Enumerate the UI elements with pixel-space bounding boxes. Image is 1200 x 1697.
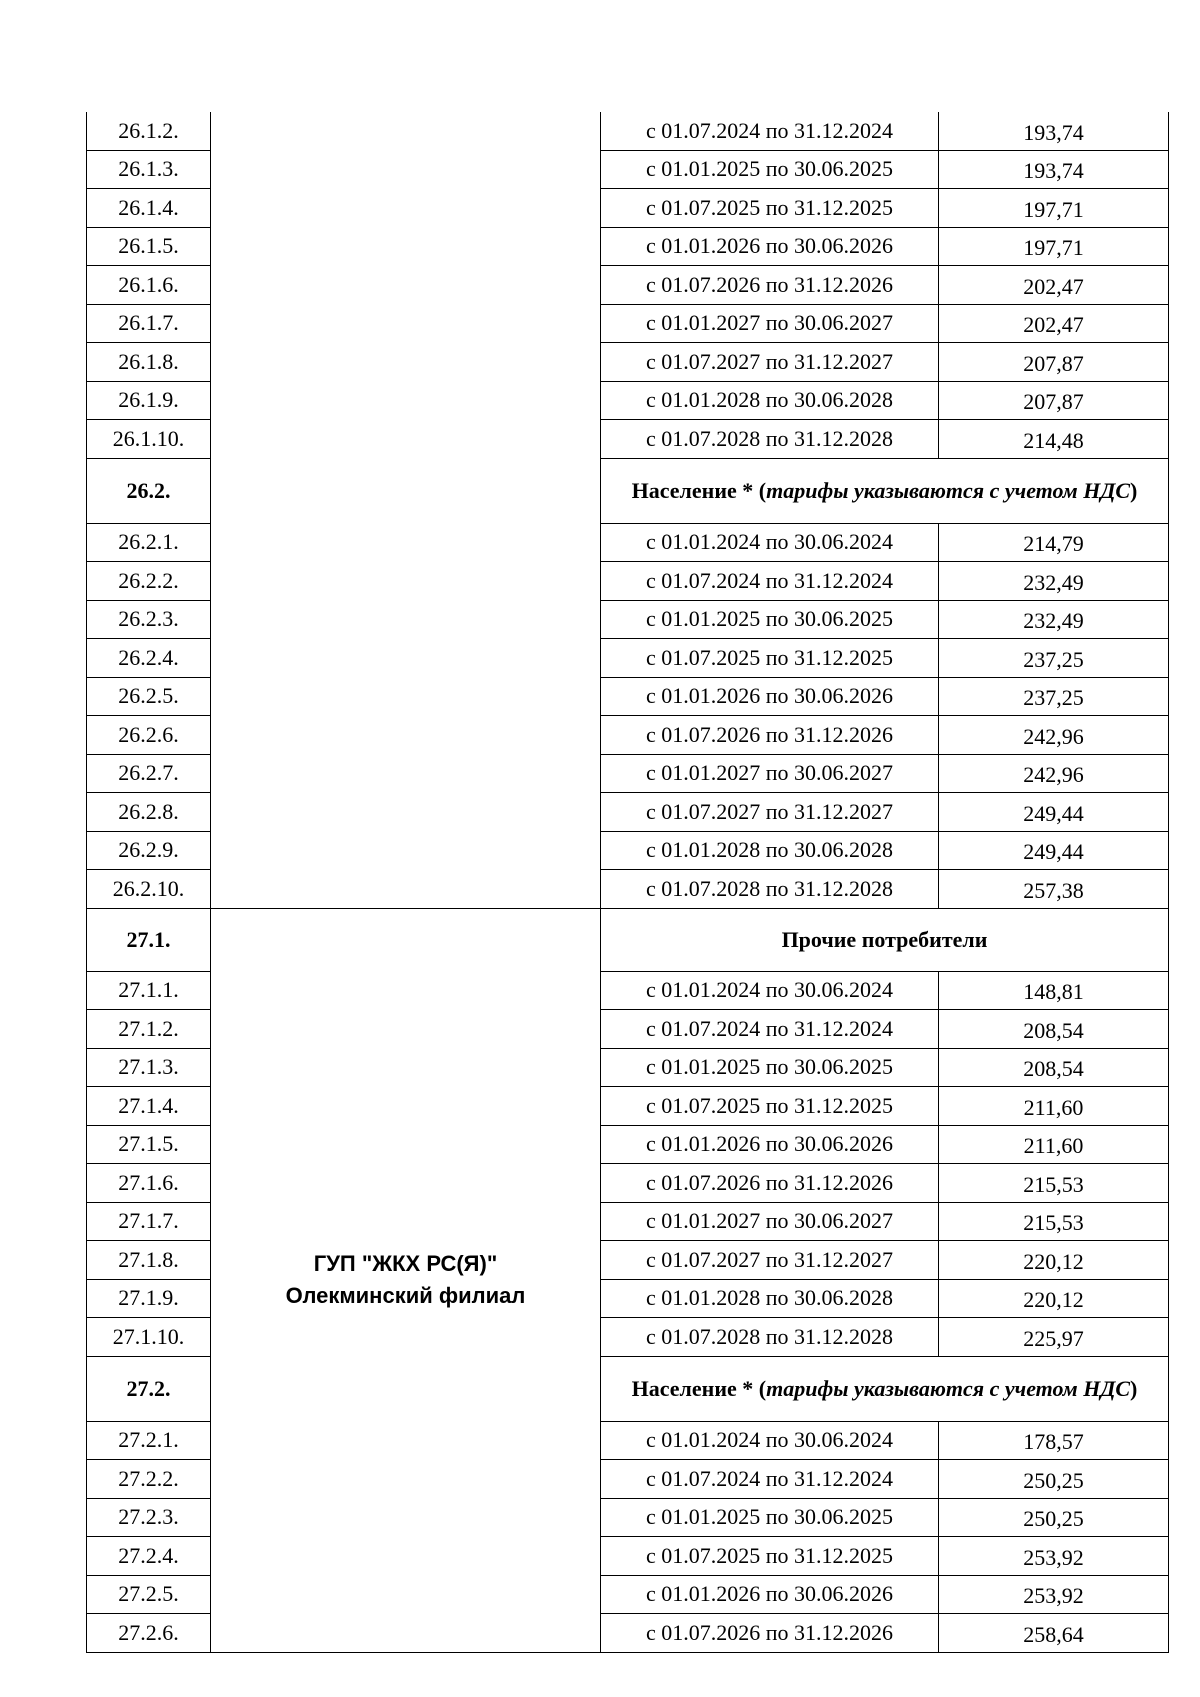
- row-code: 26.1.10.: [87, 420, 211, 459]
- tariff-value: 211,60: [939, 1087, 1169, 1126]
- tariff-value: 250,25: [939, 1498, 1169, 1537]
- tariff-period: с 01.01.2028 по 30.06.2028: [601, 381, 939, 420]
- tariff-period: с 01.07.2027 по 31.12.2027: [601, 1241, 939, 1280]
- consumer-category: [601, 1356, 1169, 1421]
- row-code: 26.2.5.: [87, 677, 211, 716]
- tariff-value: 215,53: [939, 1164, 1169, 1203]
- tariff-period: с 01.01.2028 по 30.06.2028: [601, 1279, 939, 1318]
- section-code: 27.2.: [87, 1356, 211, 1421]
- tariff-period: с 01.01.2025 по 30.06.2025: [601, 1048, 939, 1087]
- tariff-value: 193,74: [939, 150, 1169, 189]
- tariff-period: с 01.07.2027 по 31.12.2027: [601, 343, 939, 382]
- tariff-period: с 01.07.2028 по 31.12.2028: [601, 420, 939, 459]
- tariff-period: с 01.01.2025 по 30.06.2025: [601, 150, 939, 189]
- tariff-period: с 01.01.2024 по 30.06.2024: [601, 971, 939, 1010]
- row-code: 27.1.8.: [87, 1241, 211, 1280]
- tariff-value: 249,44: [939, 831, 1169, 870]
- tariff-period: с 01.01.2027 по 30.06.2027: [601, 304, 939, 343]
- consumer-category: [601, 458, 1169, 523]
- row-code: 27.1.10.: [87, 1318, 211, 1357]
- row-code: 26.1.5.: [87, 227, 211, 266]
- row-code: 27.1.5.: [87, 1125, 211, 1164]
- row-code: 26.2.3.: [87, 600, 211, 639]
- row-code: 26.2.10.: [87, 870, 211, 909]
- tariff-value: 211,60: [939, 1125, 1169, 1164]
- row-code: 27.2.5.: [87, 1575, 211, 1614]
- tariff-value: 207,87: [939, 381, 1169, 420]
- tariff-value: 258,64: [939, 1614, 1169, 1653]
- row-code: 27.1.1.: [87, 971, 211, 1010]
- tariff-value: 215,53: [939, 1202, 1169, 1241]
- tariff-value: 232,49: [939, 562, 1169, 601]
- row-code: 27.2.1.: [87, 1421, 211, 1460]
- row-code: 27.1.6.: [87, 1164, 211, 1203]
- tariff-period: с 01.01.2026 по 30.06.2026: [601, 1575, 939, 1614]
- tariff-value: 208,54: [939, 1010, 1169, 1049]
- tariff-period: с 01.07.2025 по 31.12.2025: [601, 1537, 939, 1576]
- organization-name-line1: ГУП "ЖКХ РС(Я)": [313, 1251, 498, 1276]
- tariff-period: с 01.01.2027 по 30.06.2027: [601, 754, 939, 793]
- row-code: 26.1.9.: [87, 381, 211, 420]
- tariff-value: 250,25: [939, 1460, 1169, 1499]
- tariff-value: 249,44: [939, 793, 1169, 832]
- row-code: 27.2.6.: [87, 1614, 211, 1653]
- row-code: 27.1.4.: [87, 1087, 211, 1126]
- row-code: 27.1.2.: [87, 1010, 211, 1049]
- tariff-value: 208,54: [939, 1048, 1169, 1087]
- tariff-value: 197,71: [939, 227, 1169, 266]
- tariff-period: с 01.07.2025 по 31.12.2025: [601, 189, 939, 228]
- category-close-paren: ): [1130, 477, 1138, 503]
- consumer-category: [601, 908, 1169, 971]
- tariff-period: с 01.07.2027 по 31.12.2027: [601, 793, 939, 832]
- category-label: Население * (: [631, 1375, 767, 1401]
- row-code: 26.2.1.: [87, 523, 211, 562]
- section-code: 27.1.: [87, 908, 211, 971]
- row-code: 27.2.4.: [87, 1537, 211, 1576]
- tariff-value: 253,92: [939, 1575, 1169, 1614]
- row-code: 27.1.9.: [87, 1279, 211, 1318]
- row-code: 26.1.2.: [87, 112, 211, 150]
- tariff-table: [86, 112, 1169, 1653]
- tariff-period: с 01.07.2026 по 31.12.2026: [601, 716, 939, 755]
- row-code: 26.2.4.: [87, 639, 211, 678]
- row-code: 26.2.8.: [87, 793, 211, 832]
- category-label: Прочие потребители: [781, 926, 988, 952]
- tariff-value: 242,96: [939, 716, 1169, 755]
- tariff-value: 220,12: [939, 1279, 1169, 1318]
- section-code: 26.2.: [87, 458, 211, 523]
- tariff-period: с 01.07.2024 по 31.12.2024: [601, 562, 939, 601]
- row-code: 27.2.2.: [87, 1460, 211, 1499]
- tariff-period: с 01.01.2027 по 30.06.2027: [601, 1202, 939, 1241]
- category-vat-note: тарифы указываются с учетом НДС: [766, 477, 1131, 503]
- tariff-value: 237,25: [939, 677, 1169, 716]
- tariff-period: с 01.01.2024 по 30.06.2024: [601, 1421, 939, 1460]
- tariff-value: 202,47: [939, 304, 1169, 343]
- tariff-value: 253,92: [939, 1537, 1169, 1576]
- tariff-value: 193,74: [939, 112, 1169, 150]
- tariff-period: с 01.07.2024 по 31.12.2024: [601, 112, 939, 150]
- tariff-period: с 01.01.2028 по 30.06.2028: [601, 831, 939, 870]
- tariff-period: с 01.07.2028 по 31.12.2028: [601, 1318, 939, 1357]
- tariff-period: с 01.07.2025 по 31.12.2025: [601, 1087, 939, 1126]
- category-label: Население * (: [631, 477, 767, 503]
- row-code: 26.1.8.: [87, 343, 211, 382]
- table-row: [87, 112, 1169, 150]
- tariff-period: с 01.01.2024 по 30.06.2024: [601, 523, 939, 562]
- tariff-value: 242,96: [939, 754, 1169, 793]
- row-code: 26.1.3.: [87, 150, 211, 189]
- tariff-value: 214,79: [939, 523, 1169, 562]
- tariff-value: 257,38: [939, 870, 1169, 909]
- tariff-period: с 01.07.2026 по 31.12.2026: [601, 1164, 939, 1203]
- tariff-value: 237,25: [939, 639, 1169, 678]
- organization-name-line2: Олекминский филиал: [285, 1283, 526, 1308]
- tariff-value: 197,71: [939, 189, 1169, 228]
- tariff-period: с 01.07.2026 по 31.12.2026: [601, 266, 939, 305]
- tariff-value: 220,12: [939, 1241, 1169, 1280]
- row-code: 26.1.6.: [87, 266, 211, 305]
- row-code: 27.1.3.: [87, 1048, 211, 1087]
- tariff-value: 178,57: [939, 1421, 1169, 1460]
- tariff-value: 202,47: [939, 266, 1169, 305]
- tariff-period: с 01.01.2026 по 30.06.2026: [601, 227, 939, 266]
- tariff-period: с 01.07.2024 по 31.12.2024: [601, 1460, 939, 1499]
- tariff-period: с 01.07.2024 по 31.12.2024: [601, 1010, 939, 1049]
- tariff-table-body: [87, 112, 1169, 1652]
- row-code: 26.1.7.: [87, 304, 211, 343]
- tariff-period: с 01.07.2026 по 31.12.2026: [601, 1614, 939, 1653]
- row-code: 26.2.6.: [87, 716, 211, 755]
- category-vat-note: тарифы указываются с учетом НДС: [766, 1375, 1131, 1401]
- tariff-value: 214,48: [939, 420, 1169, 459]
- row-code: 26.2.2.: [87, 562, 211, 601]
- tariff-period: с 01.07.2028 по 31.12.2028: [601, 870, 939, 909]
- section-row: [87, 908, 1169, 971]
- tariff-value: 207,87: [939, 343, 1169, 382]
- tariff-period: с 01.01.2025 по 30.06.2025: [601, 600, 939, 639]
- tariff-value: 148,81: [939, 971, 1169, 1010]
- row-code: 27.1.7.: [87, 1202, 211, 1241]
- row-code: 26.1.4.: [87, 189, 211, 228]
- tariff-value: 232,49: [939, 600, 1169, 639]
- tariff-value: 225,97: [939, 1318, 1169, 1357]
- organization-cell: [211, 908, 601, 1652]
- tariff-period: с 01.01.2026 по 30.06.2026: [601, 677, 939, 716]
- tariff-period: с 01.07.2025 по 31.12.2025: [601, 639, 939, 678]
- row-code: 27.2.3.: [87, 1498, 211, 1537]
- row-code: 26.2.9.: [87, 831, 211, 870]
- tariff-period: с 01.01.2025 по 30.06.2025: [601, 1498, 939, 1537]
- tariff-period: с 01.01.2026 по 30.06.2026: [601, 1125, 939, 1164]
- category-close-paren: ): [1130, 1375, 1138, 1401]
- organization-cell: [211, 112, 601, 908]
- row-code: 26.2.7.: [87, 754, 211, 793]
